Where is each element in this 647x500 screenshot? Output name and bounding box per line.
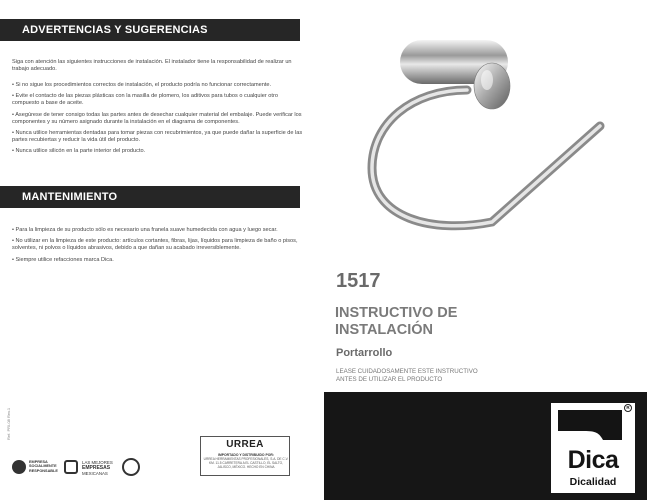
- best-companies-icon: [64, 460, 78, 474]
- seal-icon: [122, 458, 140, 476]
- certification-logos: [12, 456, 142, 480]
- warnings-intro: Siga con atención las siguientes instrucciones de instalación. El instalador tiene la responsabilidad de realizar un trabajo adecuado.: [12, 59, 292, 73]
- maintenance-list: [12, 227, 306, 268]
- urrea-logo: URREA: [226, 439, 264, 450]
- read-instructions-note: [336, 368, 506, 384]
- list-item: • Para la limpieza de su producto sólo es necesario una franela suave humedecida con agua y luego secar.: [12, 227, 278, 233]
- dica-wordmark: Dica: [567, 446, 619, 474]
- esr-text: EMPRESA SOCIALMENTE RESPONSABLE: [29, 460, 58, 473]
- list-item: • Siempre utilice refacciones marca Dica.: [12, 256, 114, 263]
- list-item: • Si no sigue los procedimientos correctos de instalación, el producto podría no funcionar correctamente.: [12, 82, 272, 88]
- importer-box: [200, 436, 290, 476]
- towel-ring-image: [342, 28, 612, 243]
- list-item: • Nunca utilice silicón en la parte interior del producto.: [12, 148, 146, 155]
- note-line-2: ANTES DE UTILIZAR EL PRODUCTO: [336, 376, 443, 383]
- best-line-1: LAS MEJORES: [82, 460, 113, 465]
- list-item: • No utilizar en la limpieza de este producto: artículos cortantes, fibras, lijas, líquidos para limpieza de baño o pisos, solventes, ni polvos o líquidos abrasivos, debido a que dañan su acabado irreversiblemente.: [12, 238, 298, 252]
- registered-mark: R: [624, 404, 632, 412]
- dica-logo-icon: [551, 403, 635, 447]
- list-item: • Nunca utilice herramientas dentadas para tomar piezas con recubrimientos, ya que puede dañar la superficie de las partes recubiertas y reducir la vida útil del producto.: [12, 130, 303, 144]
- esr-logo: [12, 458, 60, 478]
- esr-icon: [12, 460, 26, 474]
- maintenance-header: MANTENIMIENTO: [0, 186, 300, 208]
- warnings-list: [12, 82, 306, 160]
- title-line-1: INSTRUCTIVO DE: [335, 305, 458, 321]
- brand-tagline: Dicalidad: [569, 476, 617, 488]
- importer-address: URREA HERRAMIENTAS PROFESIONALES, S.A. DE C.V. KM. 11.5 CARRETERA A EL CASTILLO, EL SALTO, JALISCO, MÉXICO. HECHO EN CHINA: [203, 457, 289, 469]
- best-companies-logo: [64, 458, 124, 478]
- document-code: Ref. PRI-08 Rev.1: [6, 407, 11, 440]
- note-line-1: LEASE CUIDADOSAMENTE ESTE INSTRUCTIVO: [336, 368, 478, 375]
- list-item: • Evite el contacto de las piezas plásticas con la masilla de plomero, los aditivos para tubos o cualquier otro compuesto a base de aceite.: [12, 93, 278, 107]
- title-line-2: INSTALACIÓN: [335, 322, 434, 338]
- best-line-3: MEXICANAS: [82, 471, 108, 476]
- document-title: [335, 305, 535, 339]
- importer-label: IMPORTADO Y DISTRIBUIDO POR:: [218, 453, 274, 457]
- product-name: Portarrollo: [336, 347, 393, 359]
- warnings-header: ADVERTENCIAS Y SUGERENCIAS: [0, 19, 300, 41]
- best-line-2: EMPRESAS: [82, 465, 111, 471]
- product-number: 1517: [336, 270, 381, 292]
- list-item: • Asegúrese de tener consigo todas las partes antes de desechar cualquier material del embalaje. Puede verificar los componentes y su número asignado durante la instalación en el diagrama de componentes.: [12, 111, 302, 125]
